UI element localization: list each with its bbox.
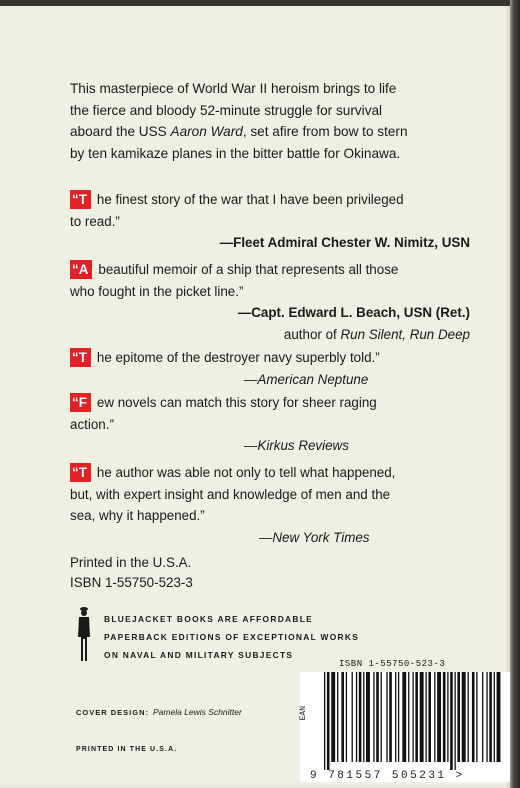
drop-cap: “T xyxy=(70,190,91,209)
review-quote-nimitz xyxy=(70,189,470,254)
barcode-digits: 9 781557 505231 > xyxy=(310,770,465,782)
designer-name: Pamela Lewis Schnitter xyxy=(153,707,242,717)
attribution-subtitle xyxy=(70,324,470,346)
series-line: BLUEJACKET BOOKS ARE AFFORDABLE xyxy=(104,614,314,624)
cover-design-credit xyxy=(76,707,242,717)
blurb-line xyxy=(70,121,490,143)
blurb-text: aboard the USS xyxy=(70,124,171,140)
series-statement xyxy=(104,610,359,664)
barcode-isbn: ISBN 1-55750-523-3 xyxy=(339,659,446,669)
credit-label: COVER DESIGN: xyxy=(76,708,150,717)
quote-text: he finest story of the war that I have been privileged xyxy=(96,192,404,207)
barcode-bars xyxy=(322,672,502,770)
ean-label: EAN xyxy=(299,706,308,721)
quote-text: he author was able not only to tell what happened, xyxy=(96,465,396,480)
quote-attribution: —Kirkus Reviews xyxy=(244,438,349,454)
drop-cap: “A xyxy=(70,260,92,279)
top-edge xyxy=(0,0,520,6)
quote-attribution: —American Neptune xyxy=(244,371,369,387)
quote-text: ew novels can match this story for sheer raging xyxy=(96,395,377,410)
blurb-text: , set afire from bow to stern xyxy=(242,124,408,140)
sub-text: author of xyxy=(283,326,341,342)
drop-cap: “T xyxy=(70,463,91,482)
quote-attribution: —New York Times xyxy=(259,529,370,545)
review-quote-kirkus xyxy=(70,392,470,457)
quote-text: beautiful memoir of a ship that represents all those xyxy=(98,262,399,277)
series-line: PAPERBACK EDITIONS OF EXCEPTIONAL WORKS xyxy=(104,632,360,642)
blurb-line: This masterpiece of World War II heroism brings to life xyxy=(70,81,397,96)
printed-footer: PRINTED IN THE U.S.A. xyxy=(76,746,178,753)
drop-cap: “F xyxy=(70,393,91,412)
quote-text: who fought in the picket line.” xyxy=(70,283,244,299)
quote-text: he epitome of the destroyer navy superbly told.” xyxy=(96,350,380,365)
blurb-line: by ten kamikaze planes in the bitter battle for Okinawa. xyxy=(70,145,401,161)
book-blurb xyxy=(70,78,490,164)
series-line: ON NAVAL AND MILITARY SUBJECTS xyxy=(104,650,294,660)
isbn-text: ISBN 1-55750-523-3 xyxy=(70,575,193,590)
quote-attribution: —Capt. Edward L. Beach, USN (Ret.) xyxy=(237,305,470,321)
review-quote-beach xyxy=(70,259,470,345)
review-quote-nyt xyxy=(70,462,470,548)
review-quote-american-neptune xyxy=(70,347,470,390)
quote-text: sea, why it happened.” xyxy=(70,508,205,524)
printed-country: Printed in the U.S.A. xyxy=(70,555,192,570)
quote-attribution: —Fleet Admiral Chester W. Nimitz, USN xyxy=(219,235,470,251)
drop-cap: “T xyxy=(70,348,91,367)
quote-text: action.” xyxy=(70,416,114,432)
sailor-logo-icon xyxy=(76,605,92,663)
quote-text: to read.” xyxy=(70,213,120,229)
book-title: Run Silent, Run Deep xyxy=(340,326,470,342)
spine-edge xyxy=(510,0,520,788)
blurb-line: the fierce and bloody 52-minute struggle for survival xyxy=(70,102,383,118)
printed-info xyxy=(70,553,193,593)
ship-name: Aaron Ward xyxy=(170,124,243,140)
quote-text: but, with expert insight and knowledge of men and the xyxy=(70,486,391,502)
